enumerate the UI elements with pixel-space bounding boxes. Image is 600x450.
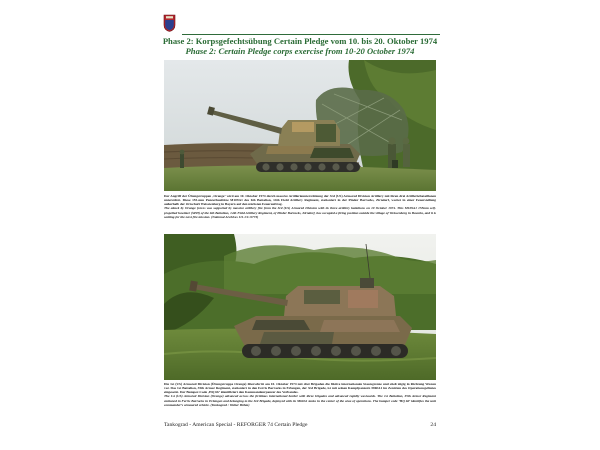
caption-tank-english: The 1st (US) Armored Division (Orange) advanced across the fictitious international border with three brigades and advanced rapidly westwards. The 1st Battalion, 35th Armor Regiment stationed in Ferris Barracks in Erlangen and belonging to the 3rd Brigade, deployed with its M60A1 tanks in the center of the area of operations. The bumper code ‘HQ 66’ identifies the unit commander’s armoured vehicle. (Tankograd / Walter Böhm) — [164, 394, 436, 407]
caption-howitzer-english: The attack by Orange forces was supported by massive artillery fire from the 3rd (US) Armored Division with its three artillery battalions on 10 October 1974. This M109A1 155mm self-propelled howitzer (SPH) of the 6th Battalion, 14th Field Artillery Regiment, of Pinder Barracks, Zirndorf, has occupied a firing position outside the village of Weissenberg in Bavaria, and it is waiting for the next fire mission. (National Archives 111-CC-9773) — [164, 206, 436, 219]
footer-publication-title: Tankograd - American Special - REFORGER 74 Certain Pledge — [164, 422, 308, 428]
page-number: 24 — [430, 422, 436, 428]
caption-howitzer-german: Der Angriff der Übungstruppen ‚Orange‘ wird am 10. Oktober 1974 durch massive Artillerieunterstützung der 3rd (US) Armored Division Artillery mit ihren drei Artilleriebataillonen unterstützt. Diese 155-mm Panzerhaubitze M109A1 des 6th Battalion, 14th Field Artillery Regiment, stationiert in der Pinder Barracks, Zirndorf, wartet in einer Feuerstellung außerhalb der Ortschaft Weisstenberg in Bayern auf den nächsten Feuerauftrag. — [164, 194, 436, 207]
page-title-english: Phase 2: Certain Pledge corps exercise from 10-20 October 1974 — [185, 46, 415, 56]
caption-tank-german: Die 1st (US) Armored Division (Übungstruppe Orange) überschritt am 10. Oktober 1974 mit drei Brigaden die fiktive internationale Staatsgrenze und stieß zügig in Richtung Westen vor. Das 1st Battalion, 35th Armor Regiment, stationiert in den Ferris Barracks in Erlangen, der 3rd Brigade, ist mit seinen Kampfpanzern M60A1 im Zentrum des Operationsgebietes eingesetzt. Der Bumper-Code ‚HQ 66‘ identifiziert den Kommandeurpanzer des Verbandes. — [164, 382, 436, 395]
photo-m60a1-tank — [164, 234, 436, 380]
photo-m109-howitzer — [164, 60, 436, 191]
header-rule — [182, 34, 440, 35]
page-title-german: Phase 2: Korpsgefechtsübung Certain Pledge vom 10. bis 20. Oktober 1974 — [162, 36, 438, 46]
caption-howitzer — [164, 194, 436, 232]
caption-tank — [164, 382, 436, 426]
magazine-page — [160, 8, 440, 442]
unit-emblem-icon — [163, 14, 176, 32]
